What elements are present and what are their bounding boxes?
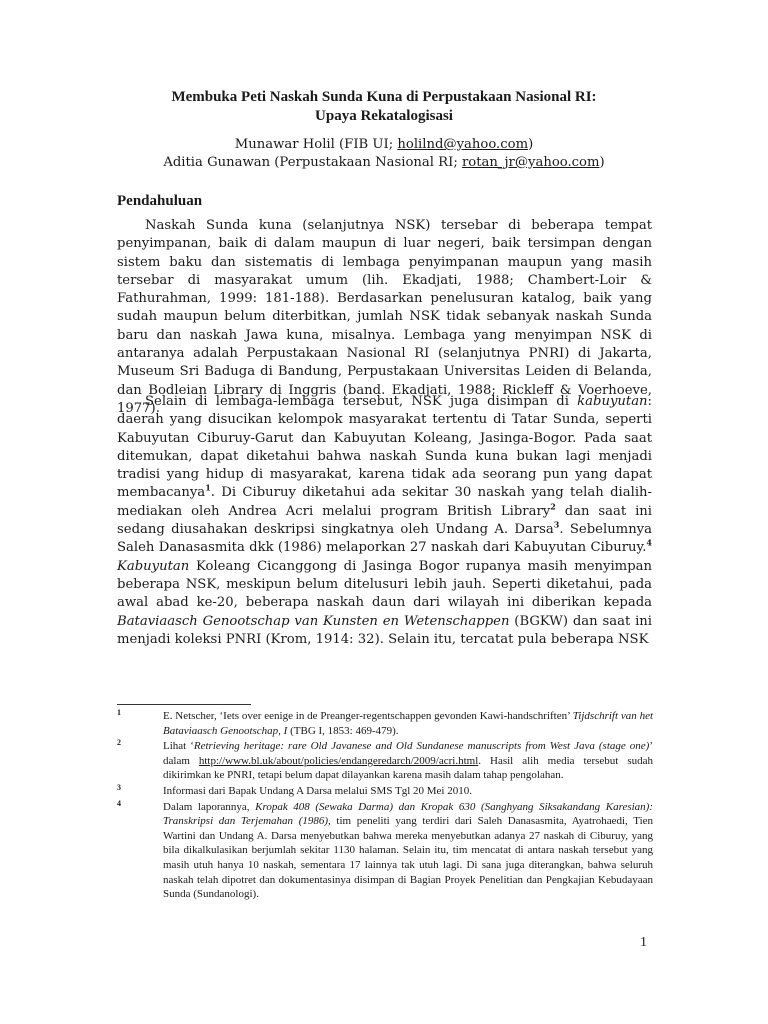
author-1-email-link[interactable]: holilnd@yahoo.com — [397, 137, 529, 152]
footnote-ref-2[interactable]: 2 — [550, 501, 556, 512]
author-1: Munawar Holil (FIB UI; holilnd@yahoo.com) — [234, 137, 534, 152]
section-heading: Pendahuluan — [117, 193, 203, 209]
author-2-email-link[interactable]: rotan_jr@yahoo.com — [461, 155, 600, 170]
paragraph-1: Naskah Sunda kuna (selanjutnya NSK) tersebar di beberapa tempat penyimpanan, baik di dalam maupun di luar negeri, baik tersimpan dengan sistem baku dan sistematis di lembaga penyimpanan maupun yang masih tersebar di masyarakat umum (lih. Ekadjati, 1988; Chambert-Loir & Fathurahman, 1999: 181-188). Berdasarkan penelusuran katalog, baik yang sudah maupun belum diterbitkan, jumlah NSK tidak sebanyak naskah Sunda baru dan naskah Jawa kuna, misalnya. Lembaga yang menyimpan NSK di antaranya adalah Perpustakaan Nasional RI (selanjutnya PNRI) di Jakarta, Museum Sri Baduga di Bandung, Perpustakaan Universitas Leiden di Belanda, dan Bodleian Library di Inggris (band. Ekadjati, 1988; Rickleff & Voerhoeve, 1977). — [117, 218, 652, 416]
title-line-1: Membuka Peti Naskah Sunda Kuna di Perpustakaan Nasional RI: — [171, 89, 597, 105]
footnote-separator — [117, 704, 251, 705]
footnote-3: 3 Informasi dari Bapak Undang A Darsa melalui SMS Tgl 20 Mei 2010. — [117, 782, 472, 797]
page-number: 1 — [640, 935, 647, 950]
footnote-ref-1[interactable]: 1 — [205, 483, 211, 494]
footnote-2-link[interactable]: http://www.bl.uk/about/policies/endangeredarch/2009/acri.html — [198, 754, 479, 767]
paragraph-2: Selain di lembaga-lembaga tersebut, NSK juga disimpan di kabuyutan: daerah yang disucikan kelompok masyarakat tertentu di Tatar Sunda, seperti Kabuyutan Ciburuy-Garut dan Kabuyutan Koleang, Jasinga-Bogor. Pada saat ditemukan, dapat diketahui bahwa naskah Sunda kuna bukan lagi menjadi tradisi yang hidup di masyarakat, karena tidak ada seorang pun yang dapat membacanya$^1$. Di Ciburuy diketahui ada sekitar 30 naskah yang telah dialih-mediakan oleh Andrea Acri melalui program British Library$^2$ dan saat ini sedang diusahakan deskripsi singkatnya oleh Undang A. Darsa$^3$. Sebelumnya Saleh Danasasmita dkk (1986) melaporkan 27 naskah dari Kabuyutan Ciburuy.$^4$ Kabuyutan Koleang Cicanggong di Jasinga Bogor rupanya masih menyimpan beberapa NSK, meskipun belum ditelusuri lebih jauh. Seperti diketahui, pada awal abad ke-20, beberapa naskah daun dari wilayah ini diberikan kepada Bataviaasch Genootschap van Kunsten en Wetenschappen (BGKW) dan saat ini menjadi koleksi PNRI (Krom, 1914: 32). Selain itu, tercatat pula beberapa NSK — [117, 394, 653, 647]
footnote-ref-4[interactable]: 4 — [646, 537, 652, 548]
footnote-1: 1 E. Netscher, ‘Iets over eenige in de Preanger-regentschappen gevonden Kawi-handschriften’ Tijdschrift van het Bataviaasch Genootschap, I (TBG I, 1853: 469-479). — [117, 708, 654, 737]
author-block — [116, 136, 652, 172]
title-line-2: Upaya Rekatalogisasi — [315, 108, 453, 124]
footnote-4: 4 Dalam laporannya, Kropak 408 (Sewaka Darma) dan Kropak 630 (Sanghyang Siksakandang Karesian): Transkripsi dan Terjemahan (1986), tim peneliti yang terdiri dari Saleh Danasasmita, Ayatrohaedi, Tien Wartini dan Undang A. Darsa menyebutkan bahwa mereka menyebutkan adanya 27 naskah di Ciburuy, yang bila dikalkulasikan berjumlah sekitar 1130 halaman. Selain itu, tim mencatat di antara naskah tersebut yang masih utuh hanya 10 naskah, sementara 17 lainnya tak utuh lagi. Di sana juga diterangkan, bahwa seluruh naskah telah dipotret dan dokumentasinya disimpan di Bagian Proyek Penelitian dan Pengkajian Kebudayaan Sunda (Sundanologi). — [117, 798, 654, 901]
author-2: Aditia Gunawan (Perpustakaan Nasional RI; rotan_jr@yahoo.com) — [163, 155, 605, 170]
footnote-2: 2 Lihat ‘Retrieving heritage: rare Old Javanese and Old Sundanese manuscripts from West Java (stage one)’ dalam http://www.bl.uk/about/policies/endangeredarch/2009/acri.html. Hasil alih media tersebut sudah dikirimkan ke PNRI, tetapi belum dapat dilayankan karena masih dalam tahap pengolahan. — [117, 738, 653, 782]
footnote-ref-3[interactable]: 3 — [553, 519, 560, 530]
footnotes — [117, 709, 653, 903]
document-title — [116, 88, 652, 126]
